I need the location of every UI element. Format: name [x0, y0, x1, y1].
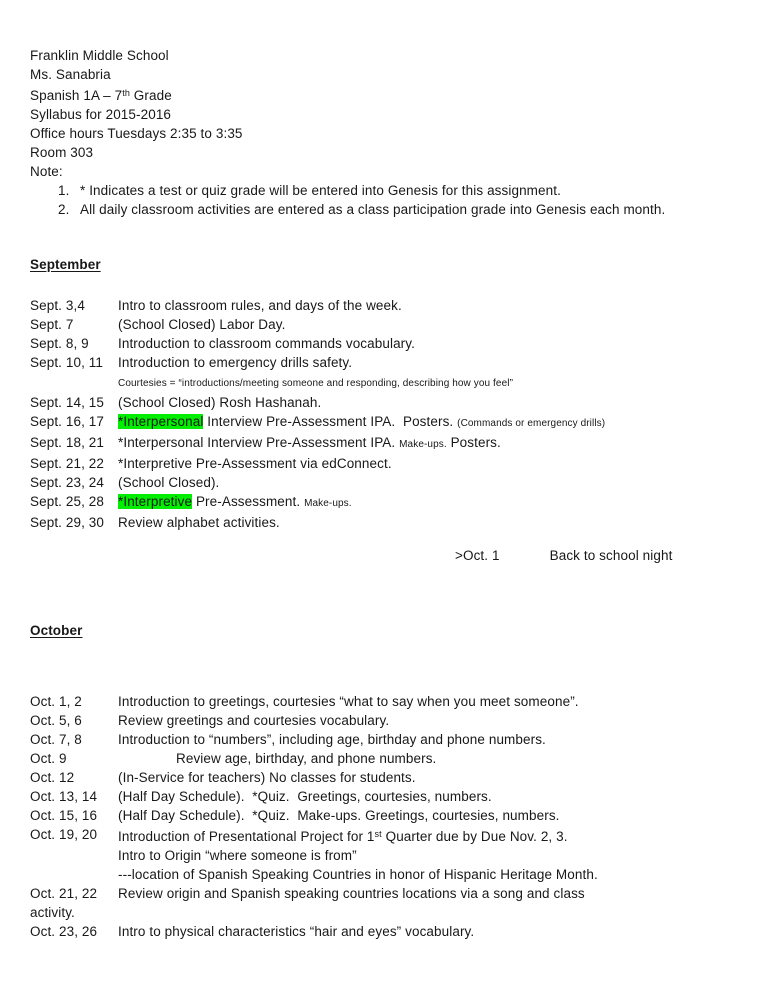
schedule-row [30, 433, 738, 454]
note-item [58, 181, 738, 200]
row-content [118, 787, 738, 806]
text-segment: ---location of Spanish Speaking Countries in honor of Hispanic Heritage Month. [118, 867, 598, 882]
row-content [118, 825, 738, 846]
small-annotation: (Commands or emergency drills) [457, 418, 606, 429]
row-date: Sept. 23, 24 [30, 475, 105, 490]
row-date: Sept. 3,4 [30, 298, 85, 313]
row-date: Sept. 16, 17 [30, 414, 105, 429]
row-date: Sept. 18, 21 [30, 435, 105, 450]
wrapped-line [30, 903, 738, 922]
text-segment: Pre-Assessment. [192, 494, 305, 509]
schedule-row [30, 315, 738, 334]
text-segment: (Half Day Schedule). *Quiz. Make-ups. Greetings, courtesies, numbers. [118, 808, 560, 823]
row-content [118, 372, 738, 393]
schedule-row [30, 454, 738, 473]
schedule-row [30, 768, 738, 787]
aside-note [455, 546, 738, 565]
section-title: September [30, 257, 101, 272]
header-line [30, 162, 738, 181]
text-segment: *Interpretive Pre-Assessment via edConnect. [118, 456, 392, 471]
text-segment: Review origin and Spanish speaking countries locations via a song and class [118, 886, 585, 901]
text-segment: Introduction to classroom commands vocabulary. [118, 336, 415, 351]
text-segment: (In-Service for teachers) No classes for students. [118, 770, 416, 785]
text-segment: activity. [30, 905, 75, 920]
row-content [118, 865, 738, 884]
row-date: Sept. 8, 9 [30, 336, 89, 351]
section-title: October [30, 623, 83, 638]
row-content [118, 884, 738, 903]
schedule-row [30, 922, 738, 941]
row-date: Oct. 7, 8 [30, 732, 82, 747]
text-segment: Review alphabet activities. [118, 515, 280, 530]
schedule-row [30, 492, 738, 513]
text-segment: Note: [30, 164, 63, 179]
header-line [30, 65, 738, 84]
row-date: Oct. 15, 16 [30, 808, 98, 823]
text-segment: th [122, 88, 130, 98]
aside-text: Back to school night [549, 548, 673, 563]
schedule-row [30, 334, 738, 353]
notes-list [58, 181, 738, 219]
text-segment: Grade [129, 88, 172, 103]
row-content [118, 412, 738, 433]
note-text [80, 181, 700, 200]
highlighted-text: *Interpretive [118, 494, 193, 509]
schedule-row [30, 806, 738, 825]
text-segment: Introduction to emergency drills safety. [118, 355, 353, 370]
text-segment: Review greetings and courtesies vocabulary. [118, 713, 390, 728]
small-annotation: Make-ups. [304, 498, 352, 509]
row-content [118, 846, 738, 865]
text-segment: *Interpersonal Interview Pre-Assessment IPA. [118, 435, 400, 450]
text-segment: Interview Pre-Assessment IPA. Posters. [203, 414, 458, 429]
row-date [30, 846, 118, 865]
row-content [118, 922, 738, 941]
aside-date: >Oct. 1 [455, 548, 500, 563]
text-segment: st [374, 829, 382, 839]
text-segment: Ms. Sanabria [30, 67, 111, 82]
header-line [30, 46, 738, 65]
small-annotation: Make-ups. [399, 439, 447, 450]
row-content [118, 492, 738, 513]
text-segment: Franklin Middle School [30, 48, 169, 63]
schedule-row [30, 412, 738, 433]
row-content [118, 296, 738, 315]
row-date: Oct. 1, 2 [30, 694, 82, 709]
row-content [118, 730, 738, 749]
row-content [118, 315, 738, 334]
header-line [30, 124, 738, 143]
schedule-row [30, 353, 738, 372]
row-content [118, 334, 738, 353]
row-date: Oct. 9 [30, 751, 67, 766]
text-segment: Office hours Tuesdays 2:35 to 3:35 [30, 126, 243, 141]
row-content [118, 711, 738, 730]
text-segment: Quarter due by Due Nov. 2, 3. [381, 829, 568, 844]
highlighted-text: *Interpersonal [118, 414, 204, 429]
schedule-row [30, 730, 738, 749]
schedule-row [30, 513, 738, 532]
text-segment: (School Closed) Labor Day. [118, 317, 286, 332]
schedule-row [30, 884, 738, 903]
row-date: Sept. 7 [30, 317, 74, 332]
schedule-row [30, 865, 738, 884]
row-content [118, 473, 738, 492]
row-date [30, 865, 118, 884]
text-segment: (School Closed) Rosh Hashanah. [118, 395, 322, 410]
schedule-row [30, 393, 738, 412]
row-content [118, 768, 738, 787]
row-content [118, 454, 738, 473]
text-segment: Intro to classroom rules, and days of the week. [118, 298, 402, 313]
text-segment: Introduction to greetings, courtesies “what to say when you meet someone”. [118, 694, 579, 709]
text-segment: Introduction to “numbers”, including age, birthday and phone numbers. [118, 732, 546, 747]
header-block [30, 46, 738, 181]
note-number: 2. [58, 202, 70, 217]
schedule-row [30, 825, 738, 846]
row-date: Oct. 13, 14 [30, 789, 98, 804]
row-date: Oct. 5, 6 [30, 713, 82, 728]
row-date: Sept. 29, 30 [30, 515, 105, 530]
header-line [30, 143, 738, 162]
text-segment: Spanish 1A – 7 [30, 88, 123, 103]
small-annotation: Courtesies = “introductions/meeting someone and responding, describing how you feel” [118, 378, 514, 389]
note-number: 1. [58, 183, 70, 198]
row-content [118, 806, 738, 825]
row-date: Oct. 12 [30, 770, 75, 785]
note-text [80, 200, 700, 219]
schedule-row [30, 372, 738, 393]
row-date: Sept. 21, 22 [30, 456, 105, 471]
row-content [118, 513, 738, 532]
row-date: Oct. 19, 20 [30, 827, 98, 842]
row-content [118, 433, 738, 454]
text-segment: (School Closed). [118, 475, 220, 490]
row-date: Oct. 21, 22 [30, 886, 98, 901]
text-segment: All daily classroom activities are entered as a class participation grade into Genesis each month. [80, 202, 666, 217]
text-segment: Room 303 [30, 145, 94, 160]
row-content [118, 692, 738, 711]
text-segment: Introduction of Presentational Project for 1 [118, 829, 375, 844]
row-date: Oct. 23, 26 [30, 924, 98, 939]
month-section [30, 621, 738, 941]
header-line [30, 105, 738, 124]
schedule-row [30, 692, 738, 711]
row-content [118, 749, 738, 768]
header-line [30, 84, 738, 105]
row-content [118, 353, 738, 372]
text-segment: Posters. [446, 435, 501, 450]
text-segment: Review age, birthday, and phone numbers. [176, 751, 437, 766]
row-date [30, 372, 118, 393]
schedule-row [30, 749, 738, 768]
text-segment: * Indicates a test or quiz grade will be entered into Genesis for this assignment. [80, 183, 561, 198]
schedule-row [30, 711, 738, 730]
row-date: Sept. 10, 11 [30, 355, 104, 370]
sections [30, 255, 738, 941]
schedule-row [30, 787, 738, 806]
schedule-row [30, 296, 738, 315]
text-segment: (Half Day Schedule). *Quiz. Greetings, courtesies, numbers. [118, 789, 492, 804]
row-content [118, 393, 738, 412]
schedule-row [30, 473, 738, 492]
month-section [30, 255, 738, 565]
text-segment: Syllabus for 2015-2016 [30, 107, 172, 122]
row-date: Sept. 25, 28 [30, 494, 105, 509]
text-segment: Intro to Origin “where someone is from” [118, 848, 357, 863]
row-date: Sept. 14, 15 [30, 395, 105, 410]
schedule-row [30, 846, 738, 865]
note-item [58, 200, 738, 219]
text-segment: Intro to physical characteristics “hair and eyes” vocabulary. [118, 924, 475, 939]
